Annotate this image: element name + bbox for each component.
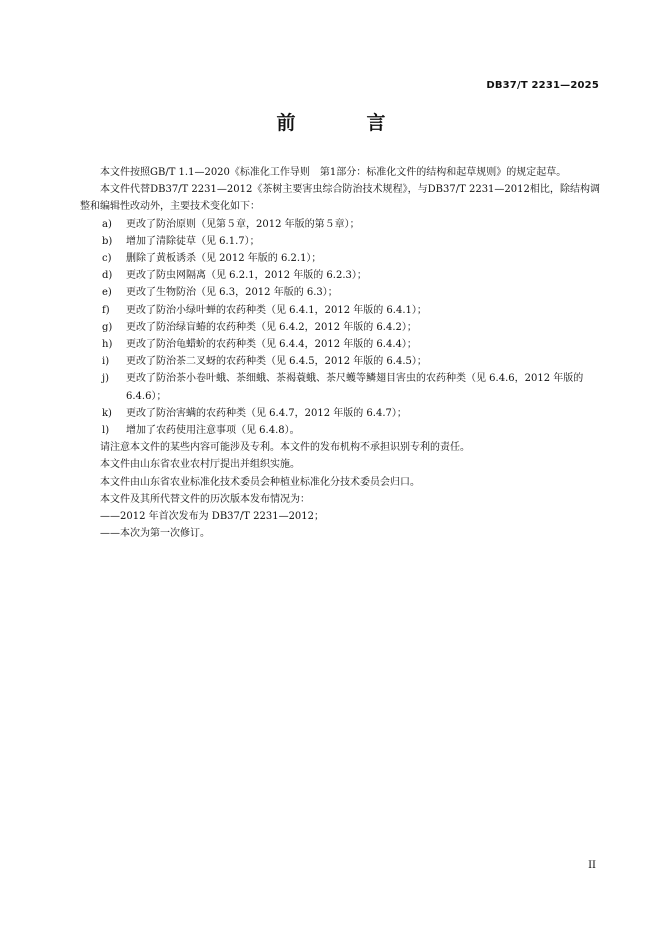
list-item (80, 216, 600, 233)
list-item-text: 更改了防治原则（见第５章，2012 年版的第５章）； (126, 218, 360, 230)
history-line-revision: ——本次为第一次修订。 (100, 528, 210, 540)
standard-code: DB37/T 2231—2025 (486, 80, 599, 91)
list-item-mark: l) (102, 425, 110, 437)
list-item-mark: e) (102, 287, 112, 299)
list-item (80, 233, 600, 250)
list-item (80, 319, 600, 336)
list-item-mark: f) (102, 304, 110, 316)
list-item-text: 更改了防治茶二叉蚜的农药种类（见 6.4.5，2012 年版的 6.4.5）； (126, 356, 427, 368)
list-item (80, 250, 600, 267)
patent-notice-paragraph: 请注意本文件的某些内容可能涉及专利。本文件的发布机构不承担识别专利的责任。 (100, 442, 470, 454)
page-number: II (588, 860, 596, 871)
drafting-rules-paragraph: 本文件按照GB/T 1.1—2020《标准化工作导则 第1部分：标准化文件的结构和起草规则》的规定起草。 (100, 167, 567, 178)
list-item (80, 267, 600, 284)
list-item-mark: g) (102, 321, 113, 333)
list-item-mark: h) (102, 339, 113, 351)
list-item-text: 更改了生物防治（见 6.3，2012 年版的 6.3）； (126, 287, 338, 299)
history-intro-paragraph: 本文件及其所代替文件的历次版本发布情况为： (100, 493, 310, 505)
history-line-first-release: ——2012 年首次发布为 DB37/T 2231—2012； (100, 511, 325, 523)
page-title: 前 言 (276, 112, 412, 134)
list-item-text: 更改了防治龟蜡蚧的农药种类（见 6.4.4，2012 年版的 6.4.4）； (126, 339, 417, 351)
list-item (80, 353, 600, 370)
list-item (80, 422, 600, 439)
list-item-text: 更改了防治绿盲蝽的农药种类（见 6.4.2，2012 年版的 6.4.2）； (126, 321, 417, 333)
list-item (80, 370, 600, 404)
technical-changes-list (80, 216, 600, 440)
list-item-text: 更改了防治小绿叶蝉的农药种类（见 6.4.1，2012 年版的 6.4.1）； (126, 304, 427, 316)
list-item-mark: b) (102, 235, 113, 247)
list-item-text: 更改了防治茶小卷叶蛾、茶细蛾、茶褐蓑蛾、茶尺蠖等鳞翅目害虫的农药种类（见 6.4.6，2012 年版的 6.4.6）； (126, 373, 584, 402)
list-item (80, 302, 600, 319)
list-item-mark: a) (102, 218, 112, 230)
foreword-body (80, 164, 600, 542)
list-item-mark: d) (102, 270, 113, 282)
list-item (80, 405, 600, 422)
list-item-mark: j) (102, 373, 110, 385)
list-item (80, 284, 600, 301)
list-item-text: 增加了清除徒草（见 6.1.7）； (126, 235, 260, 247)
replacement-paragraph: 本文件代替DB37/T 2231—2012《茶树主要害虫综合防治技术规程》，与DB37/T 2231—2012相比，除结构调整和编辑性改动外，主要技术变化如下： (80, 184, 600, 213)
list-item-text: 更改了防治害螨的农药种类（见 6.4.7，2012 年版的 6.4.7）； (126, 407, 407, 419)
proposer-paragraph: 本文件由山东省农业农村厅提出并组织实施。 (100, 459, 300, 471)
committee-paragraph: 本文件由山东省农业标准化技术委员会种植业标准化分技术委员会归口。 (100, 476, 420, 488)
list-item-text: 增加了农药使用注意事项（见 6.4.8）。 (126, 425, 300, 437)
list-item-mark: k) (102, 407, 112, 419)
list-item-text: 删除了黄板诱杀（见 2012 年版的 6.2.1）； (126, 253, 322, 265)
list-item-text: 更改了防虫网隔离（见 6.2.1，2012 年版的 6.2.3）； (126, 270, 367, 282)
list-item-mark: c) (102, 253, 112, 265)
list-item (80, 336, 600, 353)
list-item-mark: i) (102, 356, 110, 368)
